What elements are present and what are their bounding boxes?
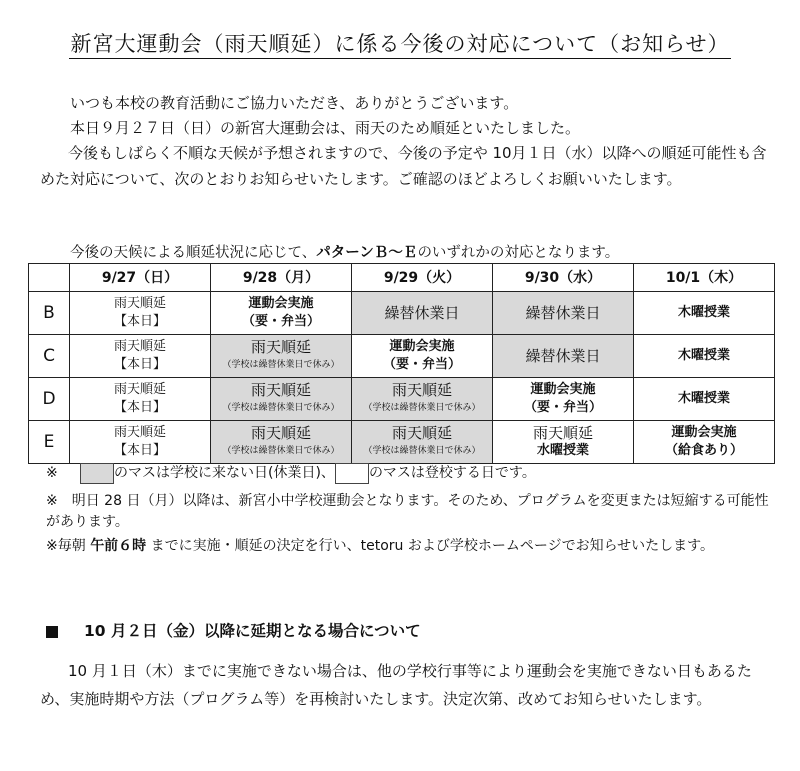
legend-gray-text: のマスは学校に来ない日(休業日)、 bbox=[114, 465, 335, 481]
row-label: E bbox=[29, 421, 70, 464]
schedule-cell: 雨天順延 （学校は繰替休業日で休み） bbox=[352, 421, 493, 464]
schedule-cell: 雨天順延 （学校は繰替休業日で休み） bbox=[211, 335, 352, 378]
schedule-cell: 木曜授業 bbox=[634, 335, 775, 378]
section-body: 10 月１日（木）までに実施できない場合は、他の学校行事等により運動会を実施できない日もあるため、実施時期や方法（プログラム等）を再検討いたします。決定次第、改めてお知らせいたします。 bbox=[40, 662, 752, 708]
table-caption: 今後の天候による順延状況に応じて、パターンＢ〜Ｅのいずれかの対応となります。 bbox=[70, 245, 620, 261]
header-cell: 10/1（木） bbox=[634, 264, 775, 292]
header-cell: 9/28（月） bbox=[211, 264, 352, 292]
table-row-c bbox=[29, 335, 775, 378]
note-program-change: ※ 明日 28 日（月）以降は、新宮小中学校運動会となります。そのため、プログラムを変更または短縮する可能性があります。 bbox=[46, 493, 769, 530]
table-row-d bbox=[29, 378, 775, 421]
page-title: 新宮大運動会（雨天順延）に係る今後の対応について（お知らせ） bbox=[0, 28, 800, 58]
schedule-cell: 雨天順延 【本日】 bbox=[70, 421, 211, 464]
row-label: D bbox=[29, 378, 70, 421]
schedule-cell: 雨天順延 【本日】 bbox=[70, 292, 211, 335]
note-decision-time: ※毎朝 午前６時 までに実施・順延の決定を行い、tetoru および学校ホームページでお知らせいたします。 bbox=[46, 538, 715, 554]
schedule-cell: 運動会実施 （要・弁当） bbox=[211, 292, 352, 335]
row-label: B bbox=[29, 292, 70, 335]
schedule-cell: 運動会実施 （要・弁当） bbox=[493, 378, 634, 421]
white-swatch bbox=[335, 463, 369, 484]
schedule-cell: 雨天順延 （学校は繰替休業日で休み） bbox=[211, 421, 352, 464]
header-cell: 9/27（日） bbox=[70, 264, 211, 292]
schedule-cell: 運動会実施 （要・弁当） bbox=[352, 335, 493, 378]
table-row-b bbox=[29, 292, 775, 335]
intro-paragraph-2: 本日９月２７日（日）の新宮大運動会は、雨天のため順延といたしました。 bbox=[70, 119, 581, 137]
schedule-cell: 繰替休業日 bbox=[352, 292, 493, 335]
schedule-cell: 繰替休業日 bbox=[493, 335, 634, 378]
table-row-e bbox=[29, 421, 775, 464]
intro-paragraph-1: いつも本校の教育活動にご協力いただき、ありがとうございます。 bbox=[70, 94, 519, 112]
schedule-cell: 雨天順延 （学校は繰替休業日で休み） bbox=[352, 378, 493, 421]
header-cell: 9/30（水） bbox=[493, 264, 634, 292]
schedule-cell: 雨天順延 【本日】 bbox=[70, 378, 211, 421]
section-heading: 10 月２日（金）以降に延期となる場合について bbox=[46, 619, 421, 641]
schedule-cell: 運動会実施 （給食あり） bbox=[634, 421, 775, 464]
gray-swatch bbox=[80, 463, 114, 484]
schedule-cell: 雨天順延 （学校は繰替休業日で休み） bbox=[211, 378, 352, 421]
table-header-row bbox=[29, 264, 775, 292]
schedule-cell: 繰替休業日 bbox=[493, 292, 634, 335]
legend-white-text: のマスは登校する日です。 bbox=[368, 465, 536, 481]
schedule-cell: 木曜授業 bbox=[634, 378, 775, 421]
pattern-range: パターンＢ〜Ｅ bbox=[316, 245, 418, 261]
schedule-cell: 雨天順延 【本日】 bbox=[70, 335, 211, 378]
color-legend bbox=[46, 462, 536, 484]
square-bullet-icon bbox=[46, 626, 58, 638]
row-label: C bbox=[29, 335, 70, 378]
schedule-table bbox=[28, 263, 775, 464]
legend-mark: ※ bbox=[46, 465, 58, 481]
corner-cell bbox=[29, 264, 70, 292]
schedule-cell: 木曜授業 bbox=[634, 292, 775, 335]
schedule-cell: 雨天順延 水曜授業 bbox=[493, 421, 634, 464]
intro-paragraph-3: 今後もしばらく不順な天候が予想されますので、今後の予定や 10月１日（水）以降への順延可能性も含めた対応について、次のとおりお知らせいたします。ご確認のほどよろしくお願いいたします。 bbox=[40, 144, 767, 188]
header-cell: 9/29（火） bbox=[352, 264, 493, 292]
